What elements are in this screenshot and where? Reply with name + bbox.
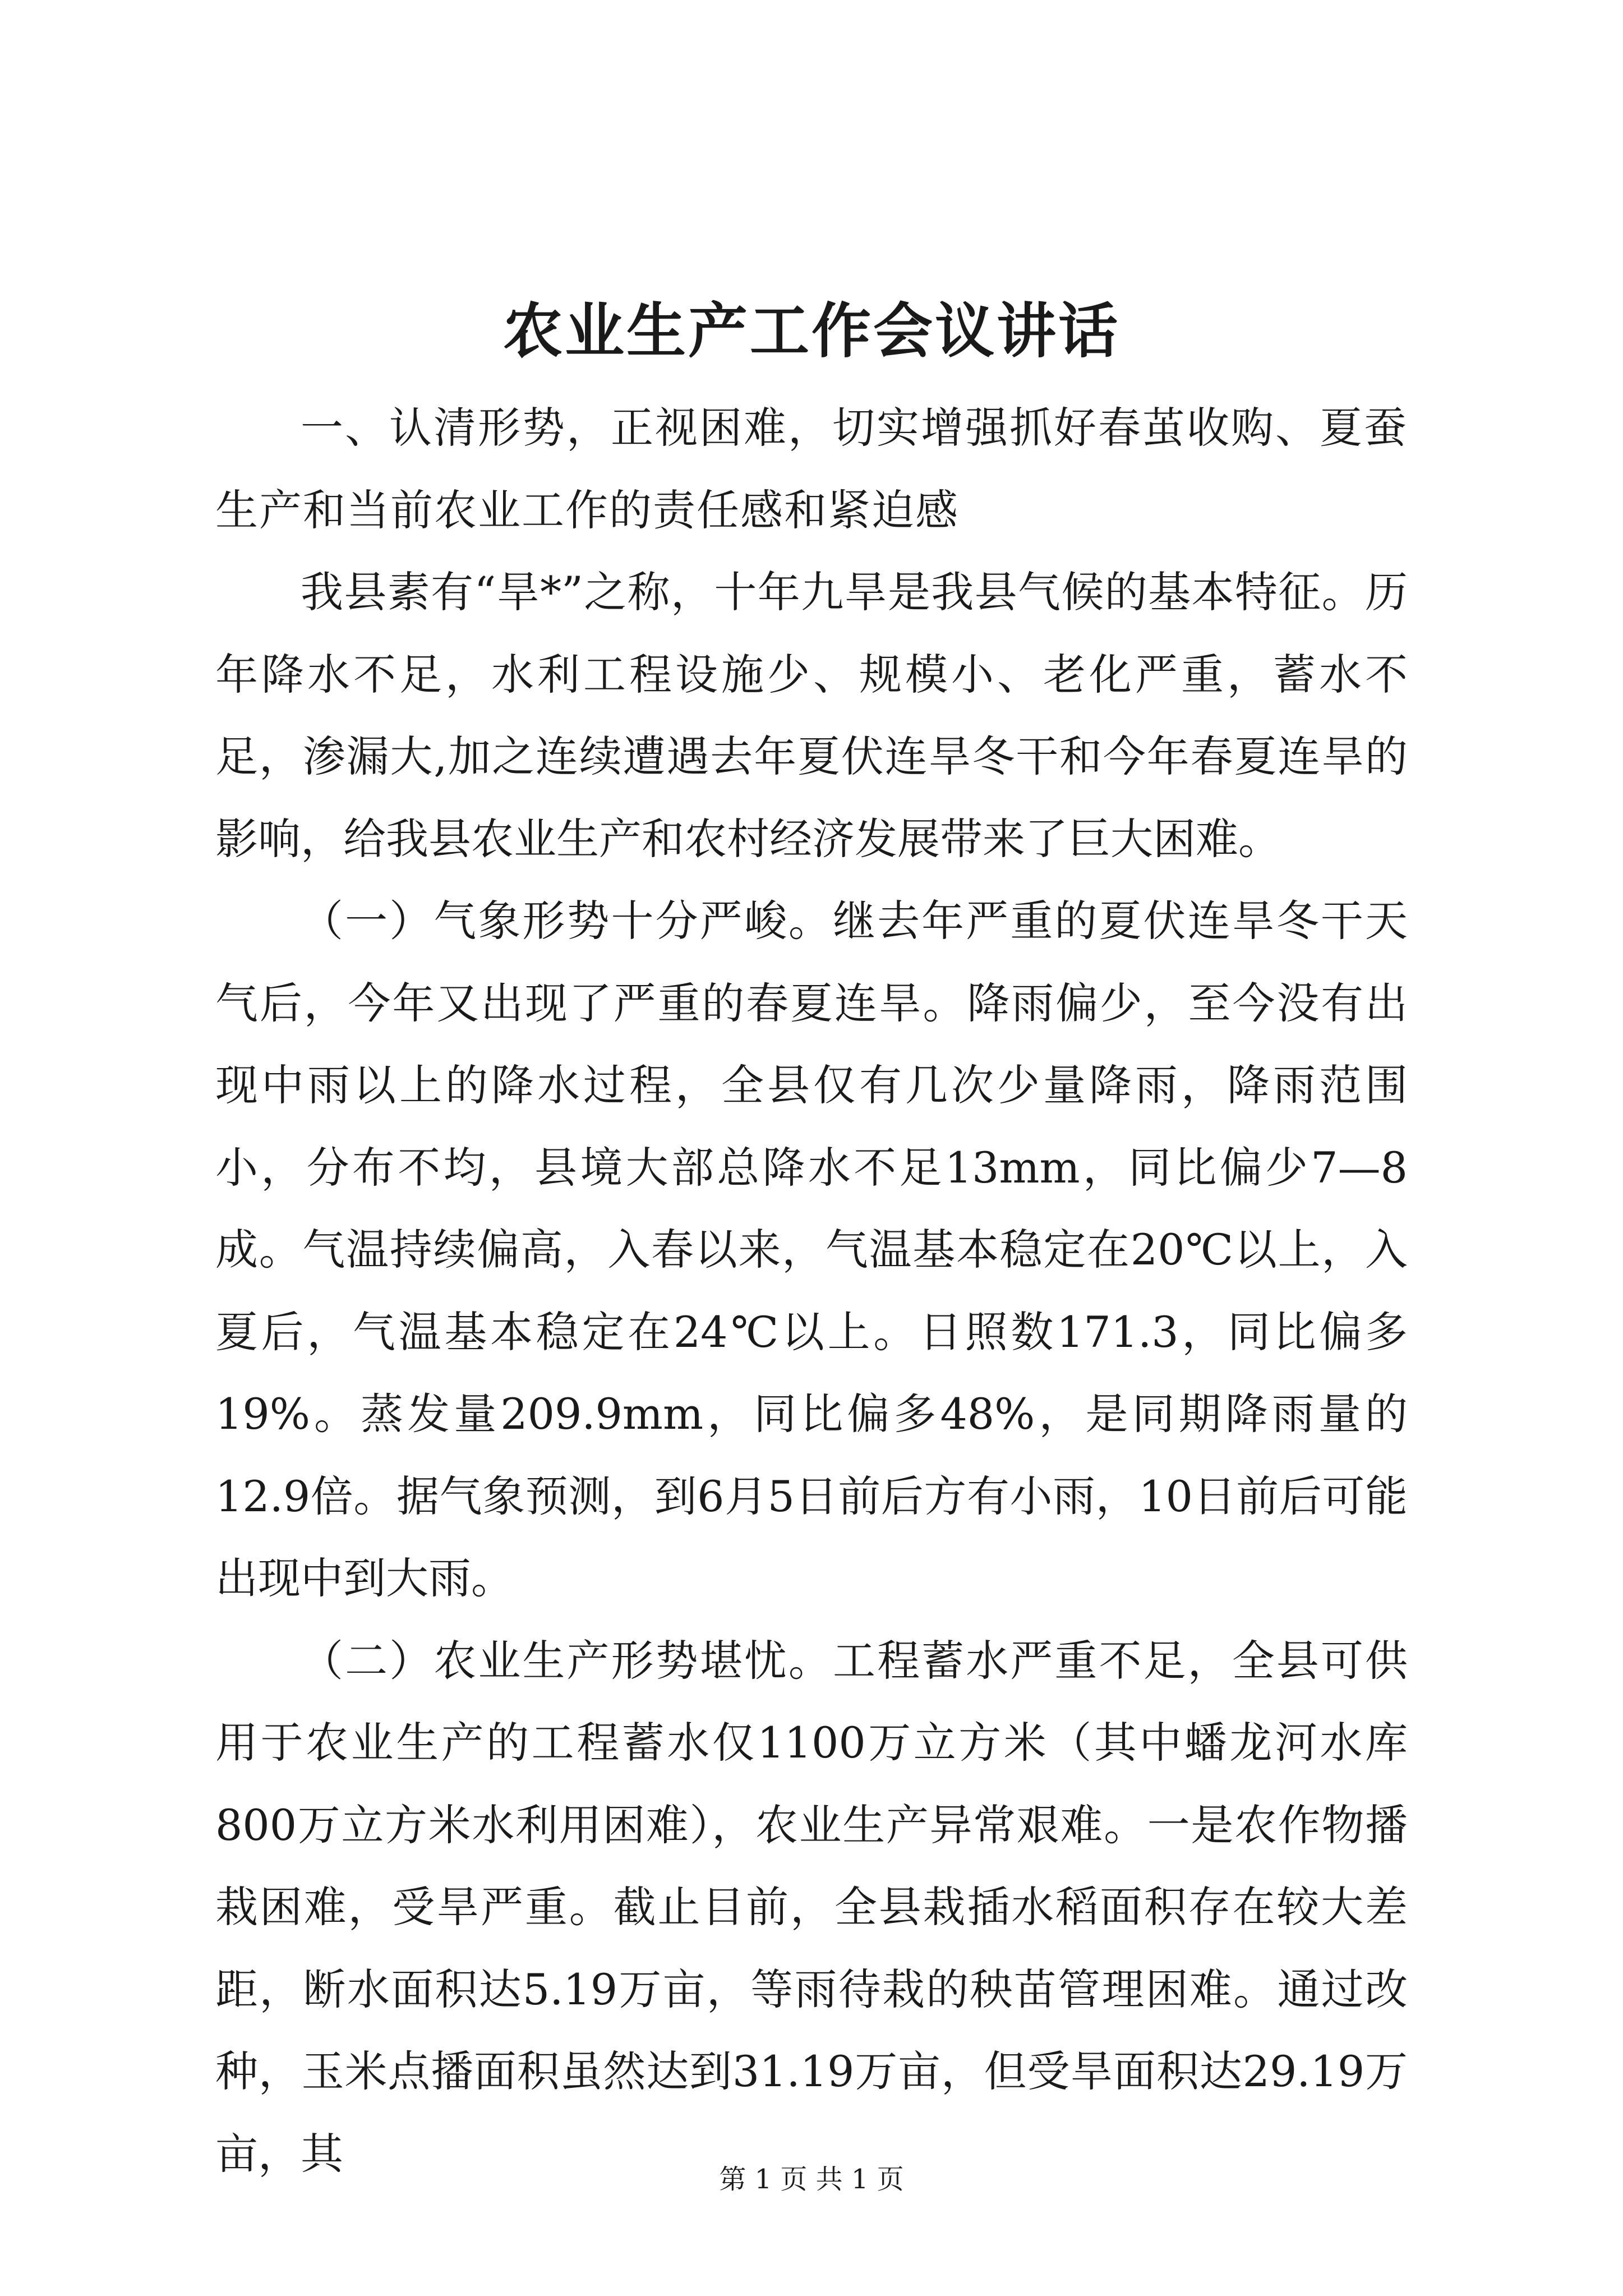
page-footer: 第 1 页 共 1 页 [719,2164,904,2195]
document-body [215,387,1408,2195]
document-title: 农业生产工作会议讲话 [503,296,1120,366]
body-paragraph: （二）农业生产形势堪忧。工程蓄水严重不足，全县可供用于农业生产的工程蓄水仅1100万立方米（其中蟠龙河水库800万立方米水利用困难），农业生产异常艰难。一是农作物播栽困难，受旱严重。截止目前，全县栽插水稻面积存在较大差距，断水面积达5.19万亩，等雨待栽的秧苗管理困难。通过改种，玉米点播面积虽然达到31.19万亩，但受旱面积达29.19万亩，其 [215,1635,1408,2179]
body-paragraph: （一）气象形势十分严峻。继去年严重的夏伏连旱冬干天气后，今年又出现了严重的春夏连旱。降雨偏少，至今没有出现中雨以上的降水过程，全县仅有几次少量降雨，降雨范围小，分布不均，县境大部总降水不足13mm，同比偏少7—8成。气温持续偏高，入春以来，气温基本稳定在20℃以上，入夏后，气温基本稳定在24℃以上。日照数171.3，同比偏多19%。蒸发量209.9mm，同比偏多48%，是同期降雨量的12.9倍。据气象预测，到6月5日前后方有小雨，10日前后可能出现中到大雨。 [215,896,1408,1603]
body-paragraph: 我县素有“旱*”之称，十年九旱是我县气候的基本特征。历年降水不足，水利工程设施少、规模小、老化严重，蓄水不足，渗漏大,加之连续遭遇去年夏伏连旱冬干和今年春夏连旱的影响，给我县农业生产和农村经济发展带来了巨大困难。 [215,567,1408,864]
section-heading-paragraph: 一、认清形势，正视困难，切实增强抓好春茧收购、夏蚕生产和当前农业工作的责任感和紧迫感 [215,403,1408,535]
